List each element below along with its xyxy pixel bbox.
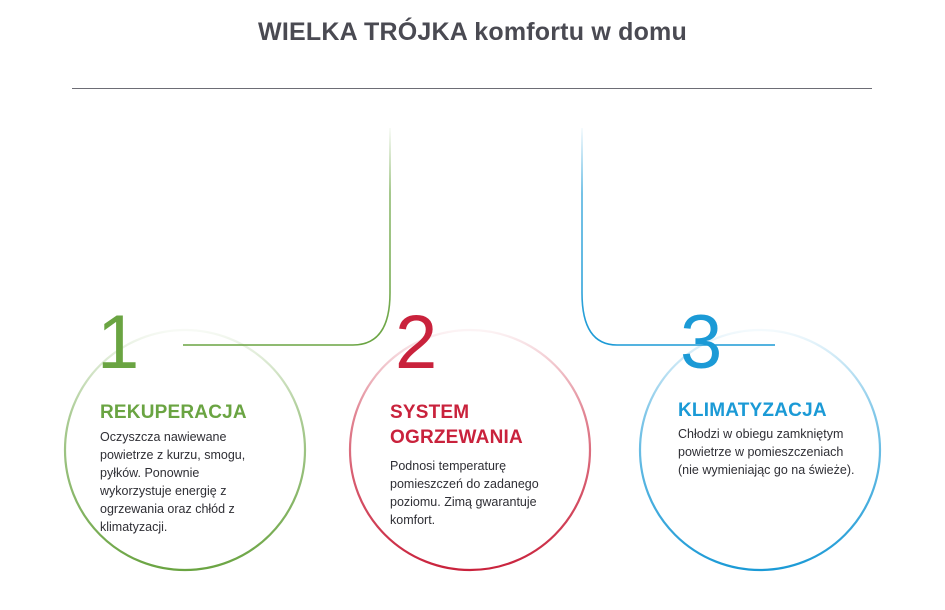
connector-line-green (183, 128, 390, 345)
step-heading-3: KLIMATYZACJA (678, 400, 827, 421)
step-number-2: 2 (395, 300, 438, 385)
step-number-1: 1 (97, 300, 140, 385)
step-body-3: Chłodzi w obiegu zamkniętym powietrze w pomieszczeniach (nie wymieniając go na świeże). (678, 427, 855, 477)
step-body-2: Podnosi temperaturę pomieszczeń do zadanego poziomu. Zimą gwarantuje komfort. (390, 459, 539, 527)
circle-red (350, 330, 590, 570)
step-heading-1: REKUPERACJA (100, 402, 247, 423)
page-title: WIELKA TRÓJKA komfortu w domu (258, 18, 687, 46)
step-number-3: 3 (680, 300, 723, 385)
connector-line-blue (582, 128, 775, 345)
step-heading-2: SYSTEM OGRZEWANIA (390, 402, 523, 448)
step-body-1: Oczyszcza nawiewane powietrze z kurzu, smogu, pyłków. Ponownie wykorzystuje energię z ogrzewania oraz chłód z klimatyzacji. (100, 430, 246, 534)
